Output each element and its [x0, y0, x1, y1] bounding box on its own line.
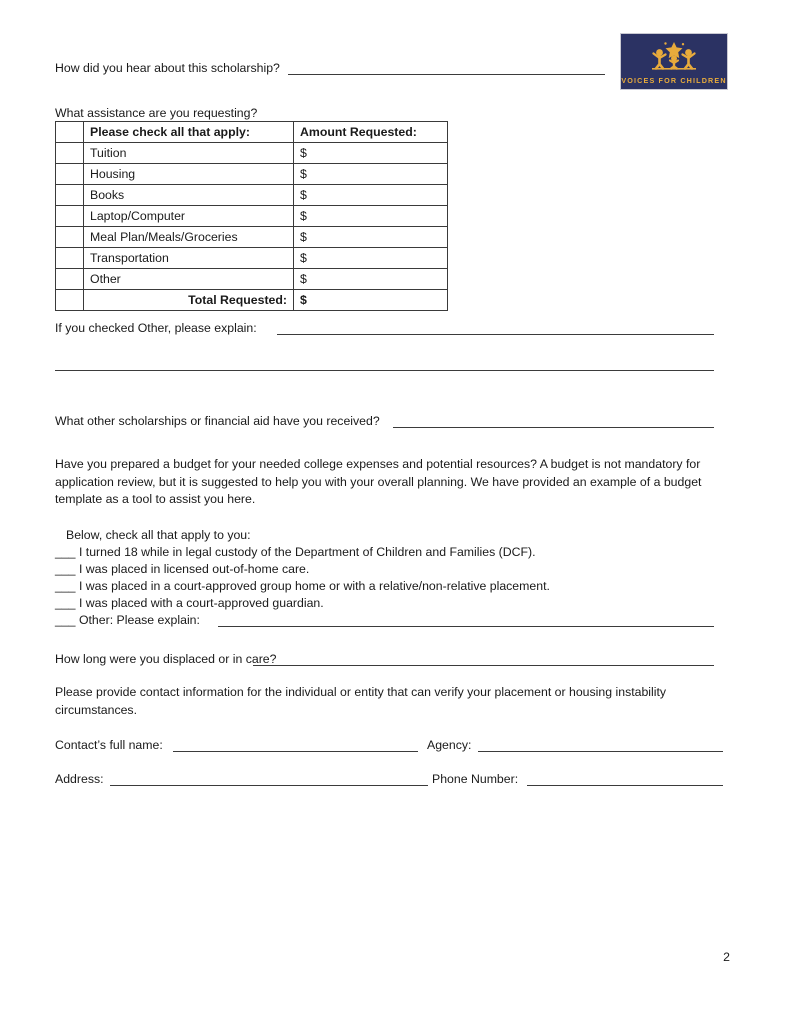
checklist-blank-3[interactable]: ___ [55, 579, 76, 593]
row-label-transportation: Transportation [84, 248, 294, 269]
row-amount-other[interactable]: $ [294, 269, 448, 290]
checklist-intro: Below, check all that apply to you: [66, 528, 251, 542]
logo-wordmark: VOICES FOR CHILDREN [621, 76, 727, 85]
answer-line-other-scholarships[interactable] [393, 427, 714, 428]
row-amount-books[interactable]: $ [294, 185, 448, 206]
row-checkbox-books[interactable] [56, 185, 84, 206]
row-label-laptop: Laptop/Computer [84, 206, 294, 227]
table-row [56, 206, 448, 227]
row-checkbox-meals[interactable] [56, 227, 84, 248]
table-row [56, 164, 448, 185]
field-label-address: Address: [55, 772, 104, 786]
answer-line-agency[interactable] [478, 751, 723, 752]
checklist-item-label-5: Other: Please explain: [78, 613, 200, 627]
total-amount[interactable]: $ [294, 290, 448, 311]
row-amount-laptop[interactable]: $ [294, 206, 448, 227]
question-other-scholarships-label: What other scholarships or financial aid have you received? [55, 414, 380, 428]
checklist-blank-2[interactable]: ___ [55, 562, 76, 576]
total-label: Total Requested: [84, 290, 294, 311]
checklist-item-5[interactable] [55, 612, 200, 628]
field-label-phone-number: Phone Number: [432, 772, 519, 786]
row-label-tuition: Tuition [84, 143, 294, 164]
row-amount-transportation[interactable]: $ [294, 248, 448, 269]
checklist-item-2[interactable] [55, 561, 309, 577]
answer-line-contact-full-name[interactable] [173, 751, 418, 752]
table-row [56, 227, 448, 248]
row-checkbox-other[interactable] [56, 269, 84, 290]
row-amount-housing[interactable]: $ [294, 164, 448, 185]
answer-line-checklist-other[interactable] [218, 626, 714, 627]
checklist-item-label-1: I turned 18 while in legal custody of the Department of Children and Families (DCF). [78, 545, 536, 559]
row-amount-meals[interactable]: $ [294, 227, 448, 248]
answer-line-other-explain-2[interactable] [55, 370, 714, 371]
answer-line-heard-about[interactable] [288, 74, 605, 75]
table-header-row [56, 122, 448, 143]
field-label-agency: Agency: [427, 738, 472, 752]
header-cell-checkbox [56, 122, 84, 143]
row-checkbox-laptop[interactable] [56, 206, 84, 227]
row-amount-tuition[interactable]: $ [294, 143, 448, 164]
table-row [56, 185, 448, 206]
question-heard-about-label: How did you hear about this scholarship? [55, 61, 280, 75]
table-row [56, 248, 448, 269]
answer-line-phone-number[interactable] [527, 785, 723, 786]
checklist-item-label-4: I was placed with a court-approved guardian. [78, 596, 324, 610]
assistance-request-table [55, 121, 448, 311]
page-number: 2 [723, 950, 730, 964]
row-label-books: Books [84, 185, 294, 206]
question-assistance-label: What assistance are you requesting? [55, 106, 258, 120]
checklist-blank-4[interactable]: ___ [55, 596, 76, 610]
budget-paragraph: Have you prepared a budget for your needed college expenses and potential resources? A budget is not mandatory for application review, but it is suggested to help you with your overall planning. We have provided an example of a budget template as a tool to assist you here. [55, 457, 702, 507]
row-label-other: Other [84, 269, 294, 290]
checklist-item-label-3: I was placed in a court-approved group home or with a relative/non-relative placement. [78, 579, 550, 593]
checklist-item-label-2: I was placed in licensed out-of-home care. [78, 562, 310, 576]
row-checkbox-transportation[interactable] [56, 248, 84, 269]
row-checkbox-tuition[interactable] [56, 143, 84, 164]
total-spacer-cell [56, 290, 84, 311]
question-other-explain-label: If you checked Other, please explain: [55, 321, 257, 335]
row-checkbox-housing[interactable] [56, 164, 84, 185]
answer-line-other-explain-1[interactable] [277, 334, 714, 335]
checklist-blank-5[interactable]: ___ [55, 613, 76, 627]
header-cell-amount: Amount Requested: [294, 122, 448, 143]
checklist-item-3[interactable] [55, 578, 550, 594]
table-row [56, 143, 448, 164]
three-children-with-star-icon [621, 37, 727, 71]
checklist-blank-1[interactable]: ___ [55, 545, 76, 559]
field-label-contact-full-name: Contact’s full name: [55, 738, 163, 752]
question-displaced-duration-label: How long were you displaced or in care? [55, 652, 277, 666]
header-cell-item: Please check all that apply: [84, 122, 294, 143]
answer-line-displaced-duration[interactable] [253, 665, 714, 666]
contact-instruction: Please provide contact information for the individual or entity that can verify your placement or housing instability circumstances. [55, 685, 667, 717]
answer-line-address[interactable] [110, 785, 428, 786]
checklist-item-4[interactable] [55, 595, 324, 611]
voices-for-children-logo [620, 33, 728, 90]
table-total-row [56, 290, 448, 311]
row-label-meals: Meal Plan/Meals/Groceries [84, 227, 294, 248]
checklist-item-1[interactable] [55, 544, 536, 560]
row-label-housing: Housing [84, 164, 294, 185]
table-row [56, 269, 448, 290]
